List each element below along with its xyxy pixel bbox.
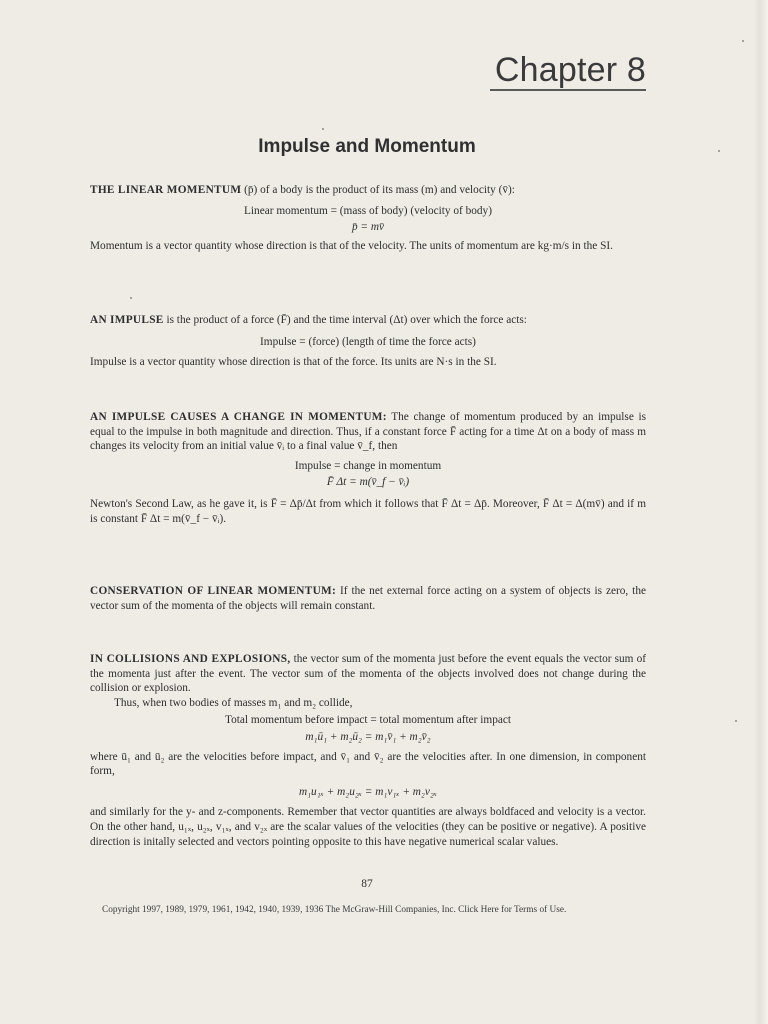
- scan-speck: [735, 720, 737, 722]
- paragraph-text: the vector sum of the momenta just before the event equals the vector sum of the momenta just after the event. The vector sum of the momenta of the objects involved does not change during the collision or explosion.: [90, 653, 646, 695]
- section-heading: AN IMPULSE CAUSES A CHANGE IN MOMENTUM:: [90, 411, 387, 423]
- paragraph-text: Momentum is a vector quantity whose direction is that of the velocity. The units of momentum are kg·m/s in the SI.: [90, 239, 614, 252]
- paragraph-text: If the net external force acting on a system of objects is zero, the vector sum of the momenta of the objects will remain constant.: [90, 585, 646, 612]
- equation: Impulse = (force) (length of time the force acts): [260, 335, 476, 348]
- section-heading: IN COLLISIONS AND EXPLOSIONS,: [90, 653, 291, 665]
- section-linear-momentum: [90, 183, 646, 253]
- copyright-notice[interactable]: Copyright 1997, 1989, 1979, 1961, 1942, 1940, 1939, 1936 The McGraw-Hill Companies, Inc. Click Here for Terms of Use.: [102, 905, 567, 915]
- paragraph-text: (p̄) of a body is the product of its mass (m) and velocity (v̄):: [244, 184, 515, 196]
- paragraph-text: Impulse is a vector quantity whose direction is that of the force. Its units are N·s in the SI.: [90, 356, 497, 369]
- section-collisions: [90, 652, 646, 849]
- paragraph-text: is the product of a force (F̄) and the time interval (Δt) over which the force acts:: [166, 314, 527, 326]
- equation: Total momentum before impact = total momentum after impact: [224, 714, 512, 727]
- equation: p̄ = mv̄: [351, 221, 385, 234]
- scan-speck: [742, 40, 744, 42]
- scan-speck: [718, 150, 720, 152]
- chapter-label: Chapter 8: [494, 51, 646, 89]
- paragraph: [90, 584, 646, 613]
- paragraph-text: Newton's Second Law, as he gave it, is F̄ = Δp̄/Δt from which it follows that F̄ Δt = Δp̄. Moreover, F̄ Δt = Δ(mv̄) and if m is constant F̄ Δt = m(v̄_f − v̄ᵢ).: [90, 497, 646, 525]
- chapter-underline: [490, 89, 646, 91]
- page-title: Impulse and Momentum: [258, 136, 476, 157]
- paragraph: [90, 410, 646, 454]
- section-impulse-change: [90, 410, 646, 526]
- equation: F̄ Δt = m(v̄_f − v̄ᵢ): [326, 476, 410, 489]
- equation: m₁u₁ₓ + m₂u₂ₓ = m₁v₁ₓ + m₂v₂ₓ: [298, 785, 438, 798]
- paragraph: [90, 313, 646, 328]
- paragraph-text: Thus, when two bodies of masses m₁ and m₂ collide,: [114, 696, 353, 709]
- equation: m₁ū₁ + m₂ū₂ = m₁v̄₁ + m₂v̄₂: [305, 730, 431, 743]
- paragraph-text: where ū₁ and ū₂ are the velocities before impact, and v̄₁ and v̄₂ are the velocities after. In one dimension, in component form,: [90, 750, 646, 778]
- equation: Impulse = change in momentum: [294, 459, 442, 472]
- paragraph-text: The change of momentum produced by an impulse is equal to the impulse in both magnitude and direction. Thus, if a constant force F̄ acting for a time Δt on a body of mass m changes its velocity from an initial value v̄ᵢ to a final value v̄_f, then: [90, 411, 647, 453]
- section-heading: CONSERVATION OF LINEAR MOMENTUM:: [90, 585, 337, 597]
- paragraph-text: and similarly for the y- and z-components. Remember that vector quantities are always boldfaced and velocity is a vector. On the other hand, u₁ₓ, u₂ₓ, v₁ₓ, and v₂ₓ are the scalar values of the velocities (they can be positive or negative). A positive direction is initally selected and vectors pointing opposite to this have negative numerical scalar values.: [90, 806, 646, 848]
- section-heading: THE LINEAR MOMENTUM: [90, 184, 242, 196]
- page-edge: [754, 0, 768, 1024]
- scan-speck: [322, 128, 324, 130]
- equation: Linear momentum = (mass of body) (velocity of body): [244, 204, 492, 217]
- section-heading: AN IMPULSE: [90, 314, 164, 326]
- paragraph: [90, 183, 646, 198]
- scan-speck: [130, 297, 132, 299]
- section-impulse: [90, 313, 646, 370]
- section-conservation: [90, 584, 646, 613]
- paragraph: [90, 652, 646, 696]
- page-number: 87: [361, 878, 373, 890]
